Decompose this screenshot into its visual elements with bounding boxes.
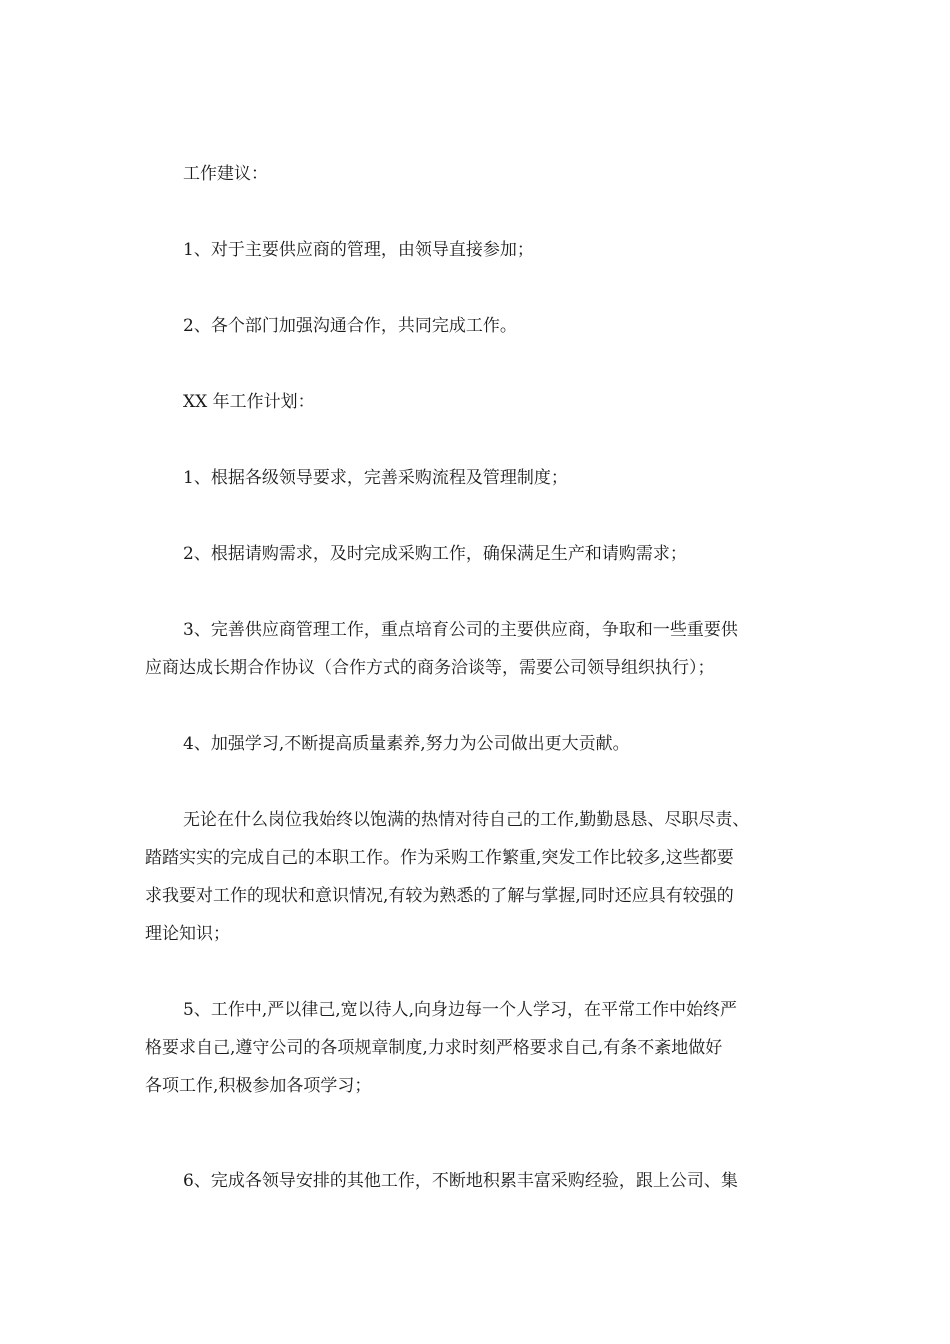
text-line: 理论知识； <box>145 924 230 944</box>
text-line: 2、各个部门加强沟通合作，共同完成工作。 <box>183 316 517 336</box>
text-line: 3、完善供应商管理工作，重点培育公司的主要供应商，争取和一些重要供 <box>183 620 738 640</box>
plan-item-5 <box>145 991 810 1105</box>
text-line: 各项工作,积极参加各项学习； <box>145 1076 372 1096</box>
text-line: 无论在什么岗位我始终以饱满的热情对待自己的工作,勤勤恳恳、尽职尽责、 <box>183 810 750 830</box>
text-line: 6、完成各领导安排的其他工作，不断地积累丰富采购经验，跟上公司、集 <box>183 1171 738 1191</box>
plan-item-6 <box>145 1162 810 1200</box>
plan-item-2 <box>145 535 810 573</box>
suggestion-item-1 <box>145 231 810 269</box>
body-paragraph <box>145 801 810 953</box>
text-line: XX 年工作计划： <box>183 392 315 412</box>
text-line: 4、加强学习,不断提高质量素养,努力为公司做出更大贡献。 <box>183 734 630 754</box>
text-line: 踏踏实实的完成自己的本职工作。作为采购工作繁重,突发工作比较多,这些都要 <box>145 848 734 868</box>
text-line: 1、对于主要供应商的管理，由领导直接参加； <box>183 240 534 260</box>
text-line: 格要求自己,遵守公司的各项规章制度,力求时刻严格要求自己,有条不紊地做好 <box>145 1038 723 1058</box>
text-line: 5、工作中,严以律己,宽以待人,向身边每一个人学习，在平常工作中始终严 <box>183 1000 738 1020</box>
plan-item-3 <box>145 611 810 687</box>
suggestion-item-2 <box>145 307 810 345</box>
text-line: 求我要对工作的现状和意识情况,有较为熟悉的了解与掌握,同时还应具有较强的 <box>145 886 734 906</box>
plan-item-4 <box>145 725 810 763</box>
heading-work-plan <box>145 383 810 421</box>
plan-item-1 <box>145 459 810 497</box>
text-line: 2、根据请购需求，及时完成采购工作，确保满足生产和请购需求； <box>183 544 687 564</box>
text-line: 应商达成长期合作协议（合作方式的商务洽谈等，需要公司领导组织执行）； <box>145 658 715 678</box>
text-line: 1、根据各级领导要求，完善采购流程及管理制度； <box>183 468 568 488</box>
text-line: 工作建议： <box>183 164 268 184</box>
heading-work-suggestions <box>145 155 810 193</box>
